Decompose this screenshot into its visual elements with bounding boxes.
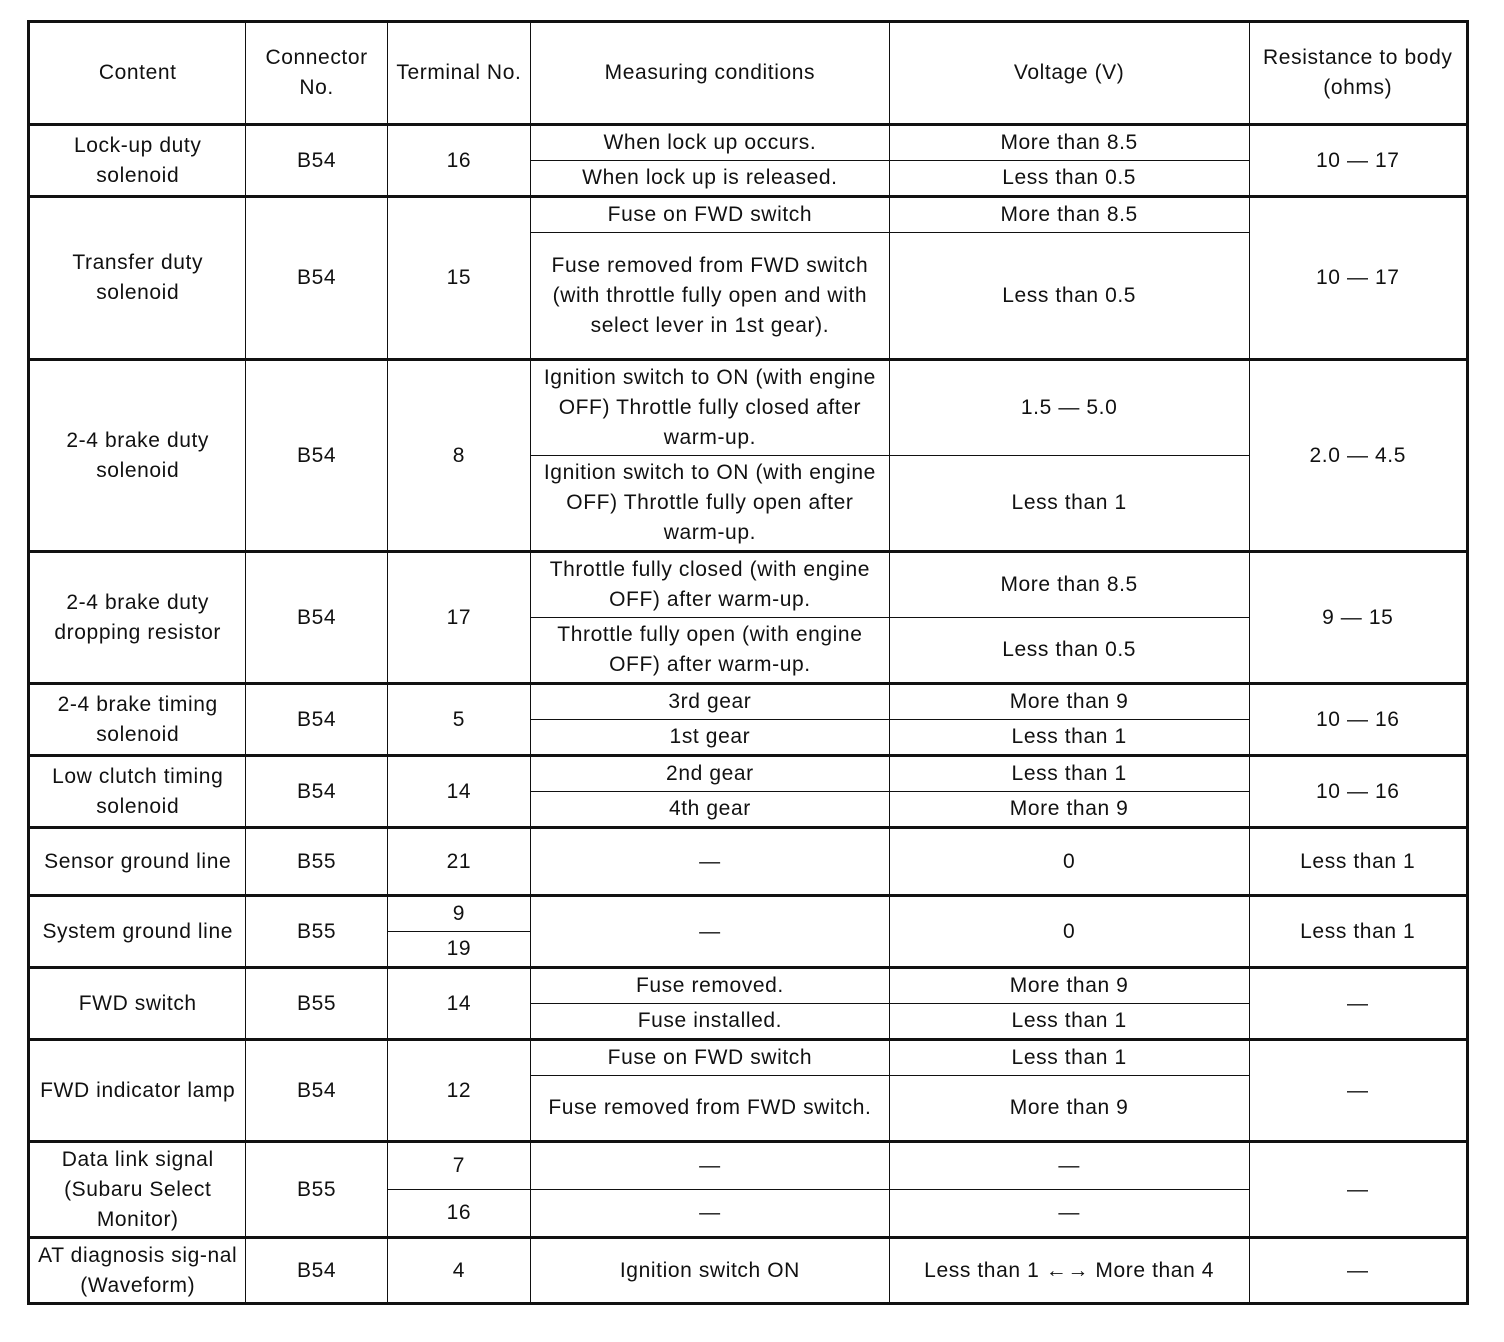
resistance-cell: 10 — 16 [1249, 684, 1467, 756]
content-cell: Lock-up duty solenoid [29, 125, 246, 197]
resistance-cell: — [1249, 1238, 1467, 1304]
condition-cell: Ignition switch to ON (with engine OFF) Throttle fully open after warm-up. [531, 456, 890, 552]
voltage-cell: 0 [889, 896, 1249, 968]
condition-cell: Fuse on FWD switch [531, 197, 890, 233]
header-row [29, 22, 1468, 125]
condition-cell: When lock up is released. [531, 161, 890, 197]
voltage-cell: Less than 0.5 [889, 161, 1249, 197]
connector-cell: B55 [246, 896, 387, 968]
voltage-cell: 1.5 — 5.0 [889, 360, 1249, 456]
condition-cell: — [531, 828, 890, 896]
voltage-cell: More than 9 [889, 792, 1249, 828]
voltage-cell: More than 8.5 [889, 197, 1249, 233]
content-cell: 2-4 brake duty solenoid [29, 360, 246, 552]
condition-cell: 2nd gear [531, 756, 890, 792]
table-row [29, 896, 1468, 932]
content-cell: 2-4 brake duty dropping resistor [29, 552, 246, 684]
resistance-cell: 10 — 17 [1249, 125, 1467, 197]
resistance-cell: 2.0 — 4.5 [1249, 360, 1467, 552]
content-cell: Transfer duty solenoid [29, 197, 246, 360]
voltage-cell: Less than 1 [889, 720, 1249, 756]
table-row [29, 1142, 1468, 1190]
voltage-cell: Less than 0.5 [889, 233, 1249, 360]
header-terminal-no: Terminal No. [387, 22, 530, 125]
connector-cell: B54 [246, 360, 387, 552]
connector-cell: B54 [246, 125, 387, 197]
terminal-cell: 9 [387, 896, 530, 932]
header-content: Content [29, 22, 246, 125]
table-body [29, 125, 1468, 1304]
table-row [29, 828, 1468, 896]
table-row [29, 756, 1468, 792]
content-cell: 2-4 brake timing solenoid [29, 684, 246, 756]
content-cell: FWD indicator lamp [29, 1040, 246, 1142]
content-cell: Sensor ground line [29, 828, 246, 896]
condition-cell: Fuse removed. [531, 968, 890, 1004]
voltage-cell: — [889, 1142, 1249, 1190]
resistance-cell: 10 — 17 [1249, 197, 1467, 360]
voltage-cell: More than 9 [889, 968, 1249, 1004]
condition-cell: Fuse installed. [531, 1004, 890, 1040]
terminal-cell: 15 [387, 197, 530, 360]
table-header [29, 22, 1468, 125]
condition-cell: Ignition switch to ON (with engine OFF) Throttle fully closed after warm-up. [531, 360, 890, 456]
terminal-cell: 14 [387, 968, 530, 1040]
resistance-cell: — [1249, 1142, 1467, 1238]
table-row [29, 1040, 1468, 1076]
connector-cell: B54 [246, 1238, 387, 1304]
condition-cell: 4th gear [531, 792, 890, 828]
resistance-cell: Less than 1 [1249, 896, 1467, 968]
connector-cell: B55 [246, 968, 387, 1040]
condition-cell: Throttle fully open (with engine OFF) after warm-up. [531, 618, 890, 684]
voltage-cell: Less than 1 [889, 1040, 1249, 1076]
content-cell: System ground line [29, 896, 246, 968]
condition-cell: Ignition switch ON [531, 1238, 890, 1304]
voltage-cell: More than 9 [889, 684, 1249, 720]
content-cell: FWD switch [29, 968, 246, 1040]
connector-cell: B54 [246, 684, 387, 756]
table-row [29, 360, 1468, 456]
header-measuring-conditions: Measuring conditions [531, 22, 890, 125]
connector-cell: B54 [246, 756, 387, 828]
terminal-cell: 14 [387, 756, 530, 828]
table-row [29, 1238, 1468, 1304]
connector-cell: B54 [246, 1040, 387, 1142]
voltage-cell: Less than 1 [889, 1004, 1249, 1040]
condition-cell: Fuse removed from FWD switch (with throttle fully open and with select lever in 1st gear). [531, 233, 890, 360]
connector-cell: B54 [246, 197, 387, 360]
terminal-cell: 12 [387, 1040, 530, 1142]
condition-cell: When lock up occurs. [531, 125, 890, 161]
condition-cell: Fuse on FWD switch [531, 1040, 890, 1076]
condition-cell: — [531, 1142, 890, 1190]
resistance-cell: 10 — 16 [1249, 756, 1467, 828]
voltage-cell: 0 [889, 828, 1249, 896]
terminal-cell: 8 [387, 360, 530, 552]
condition-cell: 3rd gear [531, 684, 890, 720]
terminal-cell: 16 [387, 125, 530, 197]
condition-cell: Fuse removed from FWD switch. [531, 1076, 890, 1142]
voltage-cell: More than 9 [889, 1076, 1249, 1142]
resistance-cell: — [1249, 1040, 1467, 1142]
header-voltage: Voltage (V) [889, 22, 1249, 125]
terminal-cell: 5 [387, 684, 530, 756]
voltage-cell: Less than 1 [889, 456, 1249, 552]
terminal-cell: 4 [387, 1238, 530, 1304]
connector-cell: B55 [246, 1142, 387, 1238]
terminal-cell: 16 [387, 1190, 530, 1238]
table-row [29, 684, 1468, 720]
header-connector-no: Connector No. [246, 22, 387, 125]
table-row [29, 197, 1468, 233]
connector-cell: B54 [246, 552, 387, 684]
table-row [29, 968, 1468, 1004]
terminal-specification-table [27, 20, 1469, 1305]
voltage-cell: Less than 0.5 [889, 618, 1249, 684]
terminal-cell: 17 [387, 552, 530, 684]
resistance-cell: Less than 1 [1249, 828, 1467, 896]
table-row [29, 552, 1468, 618]
condition-cell: Throttle fully closed (with engine OFF) after warm-up. [531, 552, 890, 618]
content-cell: Low clutch timing solenoid [29, 756, 246, 828]
voltage-cell: More than 8.5 [889, 552, 1249, 618]
terminal-cell: 7 [387, 1142, 530, 1190]
content-cell: AT diagnosis sig-nal (Waveform) [29, 1238, 246, 1304]
terminal-cell: 19 [387, 932, 530, 968]
header-resistance: Resistance to body (ohms) [1249, 22, 1467, 125]
voltage-cell: More than 8.5 [889, 125, 1249, 161]
table-row [29, 125, 1468, 161]
resistance-cell: — [1249, 968, 1467, 1040]
condition-cell: — [531, 1190, 890, 1238]
resistance-cell: 9 — 15 [1249, 552, 1467, 684]
condition-cell: 1st gear [531, 720, 890, 756]
condition-cell: — [531, 896, 890, 968]
connector-cell: B55 [246, 828, 387, 896]
voltage-cell: Less than 1 [889, 756, 1249, 792]
content-cell: Data link signal (Subaru Select Monitor) [29, 1142, 246, 1238]
voltage-cell: Less than 1 ←→ More than 4 [889, 1238, 1249, 1304]
terminal-cell: 21 [387, 828, 530, 896]
voltage-cell: — [889, 1190, 1249, 1238]
